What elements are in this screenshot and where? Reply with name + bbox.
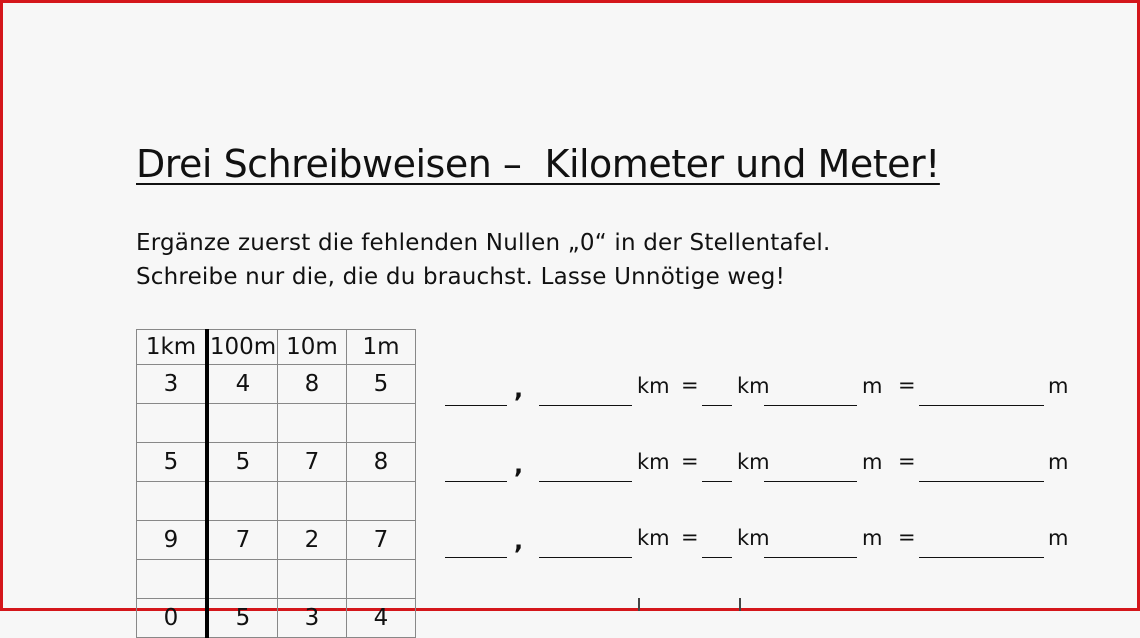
blank-m[interactable] — [764, 405, 857, 406]
blank-after-comma[interactable] — [539, 557, 632, 558]
table-cell: 3 — [278, 599, 347, 638]
unit-m: m — [1048, 526, 1069, 550]
table-cell: 8 — [347, 443, 416, 482]
unit-km: km — [637, 374, 670, 398]
comma-mark: , — [514, 375, 524, 403]
table-cell: 5 — [137, 443, 208, 482]
blank-meters-total[interactable] — [919, 481, 1044, 482]
comma-mark: , — [514, 527, 524, 555]
instruction-line-1: Ergänze zuerst die fehlenden Nullen „0“ in der Stellentafel. — [136, 230, 831, 256]
table-cell: 2 — [278, 521, 347, 560]
comma-mark: , — [514, 451, 524, 479]
header-100m: 100m — [207, 330, 278, 365]
page-title: Drei Schreibweisen – Kilometer und Meter! — [136, 142, 940, 186]
table-cell: 7 — [347, 521, 416, 560]
table-cell: 3 — [137, 365, 208, 404]
partial-row-mark — [739, 598, 741, 611]
blank-after-comma[interactable] — [539, 481, 632, 482]
header-km: 1km — [137, 330, 208, 365]
unit-m: m — [862, 450, 883, 474]
equals-sign: = — [681, 449, 699, 473]
table-cell: 4 — [347, 599, 416, 638]
header-10m: 10m — [278, 330, 347, 365]
blank-meters-total[interactable] — [919, 557, 1044, 558]
blank-m[interactable] — [764, 557, 857, 558]
blank-km-before-comma[interactable] — [445, 481, 507, 482]
unit-m: m — [1048, 374, 1069, 398]
equals-sign: = — [898, 449, 916, 473]
unit-m: m — [862, 374, 883, 398]
header-1m: 1m — [347, 330, 416, 365]
table-cell: 5 — [347, 365, 416, 404]
blank-km[interactable] — [702, 405, 732, 406]
unit-m: m — [1048, 450, 1069, 474]
unit-m: m — [862, 526, 883, 550]
blank-meters-total[interactable] — [919, 405, 1044, 406]
equals-sign: = — [898, 373, 916, 397]
table-cell: 5 — [207, 443, 278, 482]
blank-km-before-comma[interactable] — [445, 405, 507, 406]
equals-sign: = — [898, 525, 916, 549]
table-cell: 0 — [137, 599, 208, 638]
blank-km[interactable] — [702, 481, 732, 482]
blank-km[interactable] — [702, 557, 732, 558]
table-cell: 7 — [207, 521, 278, 560]
table-cell: 4 — [207, 365, 278, 404]
equals-sign: = — [681, 373, 699, 397]
table-cell: 7 — [278, 443, 347, 482]
instruction-line-2: Schreibe nur die, die du brauchst. Lasse Unnötige weg! — [136, 264, 786, 290]
blank-after-comma[interactable] — [539, 405, 632, 406]
unit-km: km — [637, 526, 670, 550]
unit-km: km — [737, 526, 770, 550]
unit-km: km — [737, 450, 770, 474]
table-cell: 9 — [137, 521, 208, 560]
partial-row-mark — [638, 598, 640, 611]
table-cell: 5 — [207, 599, 278, 638]
equals-sign: = — [681, 525, 699, 549]
table-cell: 8 — [278, 365, 347, 404]
blank-m[interactable] — [764, 481, 857, 482]
unit-km: km — [737, 374, 770, 398]
blank-km-before-comma[interactable] — [445, 557, 507, 558]
unit-km: km — [637, 450, 670, 474]
